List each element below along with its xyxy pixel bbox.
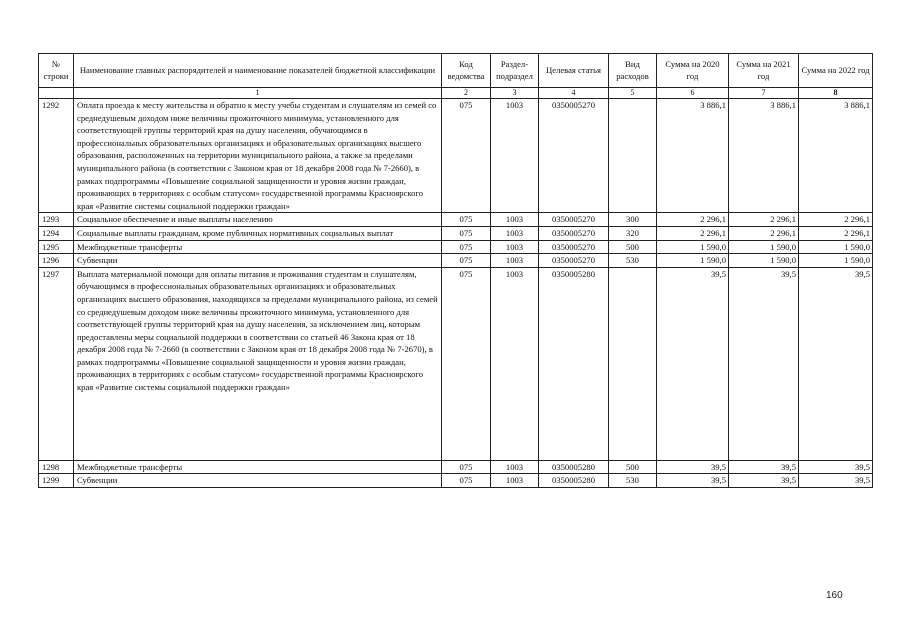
table-row (39, 226, 873, 240)
col-number (39, 88, 74, 99)
row-2022: 39,5 (799, 267, 873, 460)
row-target: 0350005270 (539, 99, 609, 213)
table-row (39, 254, 873, 268)
row-section: 1003 (491, 267, 539, 460)
row-2020: 39,5 (657, 460, 729, 474)
header-2020: Сумма на 2020 год (657, 54, 729, 88)
row-2020: 2 296,1 (657, 226, 729, 240)
row-kind: 300 (609, 213, 657, 227)
row-name: Оплата проезда к месту жительства и обратно к месту учебы студентам и слушателям из семей со среднедушевым доходом ниже величины прожиточного минимума, установленного для соответствующей группы территорий края на душу населения, обучающимся в профессиональных образовательных организациях и образовательных организациях высшего образования, расположенных на территории муниципального района, а также за пределами муниципального района (в соответствии с Законом края от 18 декабря 2008 года № 7-2660), в рамках подпрограммы «Повышение социальной защищенности и уровня жизни граждан, проживающих в территориях с особым статусом» государственной программы Красноярского края «Развитие системы социальной поддержки граждан» (74, 99, 442, 213)
row-section: 1003 (491, 460, 539, 474)
row-2020: 3 886,1 (657, 99, 729, 213)
row-kind: 500 (609, 460, 657, 474)
budget-table (38, 53, 873, 488)
row-kind: 530 (609, 254, 657, 268)
col-number: 2 (442, 88, 491, 99)
row-dept: 075 (442, 474, 491, 488)
row-section: 1003 (491, 240, 539, 254)
row-2021: 2 296,1 (729, 213, 799, 227)
row-number: 1292 (39, 99, 74, 213)
row-name: Социальное обеспечение и иные выплаты населению (74, 213, 442, 227)
col-number: 5 (609, 88, 657, 99)
row-2021: 39,5 (729, 474, 799, 488)
row-2021: 1 590,0 (729, 240, 799, 254)
row-section: 1003 (491, 474, 539, 488)
row-target: 0350005280 (539, 267, 609, 460)
header-target: Целевая статья (539, 54, 609, 88)
row-section: 1003 (491, 254, 539, 268)
row-2021: 1 590,0 (729, 254, 799, 268)
row-number: 1296 (39, 254, 74, 268)
col-number: 6 (657, 88, 729, 99)
header-2022: Сумма на 2022 год (799, 54, 873, 88)
row-section: 1003 (491, 99, 539, 213)
row-dept: 075 (442, 240, 491, 254)
row-kind: 530 (609, 474, 657, 488)
row-name: Межбюджетные трансферты (74, 240, 442, 254)
row-2022: 2 296,1 (799, 226, 873, 240)
table-body (39, 99, 873, 488)
row-section: 1003 (491, 226, 539, 240)
row-2022: 1 590,0 (799, 254, 873, 268)
row-2020: 39,5 (657, 474, 729, 488)
budget-table-sheet (38, 53, 872, 488)
row-name: Субвенции (74, 474, 442, 488)
row-number: 1298 (39, 460, 74, 474)
row-dept: 075 (442, 254, 491, 268)
header-kind: Вид расходов (609, 54, 657, 88)
row-number: 1297 (39, 267, 74, 460)
row-kind (609, 99, 657, 213)
row-2022: 39,5 (799, 474, 873, 488)
header-dept: Код ведомства (442, 54, 491, 88)
row-target: 0350005280 (539, 460, 609, 474)
row-dept: 075 (442, 267, 491, 460)
row-2022: 1 590,0 (799, 240, 873, 254)
row-target: 0350005270 (539, 213, 609, 227)
header-row-no: № строки (39, 54, 74, 88)
row-name: Субвенции (74, 254, 442, 268)
col-number: 4 (539, 88, 609, 99)
row-2020: 39,5 (657, 267, 729, 460)
row-dept: 075 (442, 99, 491, 213)
row-2021: 39,5 (729, 267, 799, 460)
row-name: Социальные выплаты гражданам, кроме публичных нормативных социальных выплат (74, 226, 442, 240)
row-kind: 320 (609, 226, 657, 240)
row-kind (609, 267, 657, 460)
header-name: Наименование главных распорядителей и наименование показателей бюджетной классификации (74, 54, 442, 88)
row-2021: 3 886,1 (729, 99, 799, 213)
row-2022: 39,5 (799, 460, 873, 474)
row-number: 1293 (39, 213, 74, 227)
row-target: 0350005270 (539, 240, 609, 254)
row-section: 1003 (491, 213, 539, 227)
table-row (39, 213, 873, 227)
row-number: 1295 (39, 240, 74, 254)
row-number: 1294 (39, 226, 74, 240)
table-row (39, 240, 873, 254)
row-2020: 1 590,0 (657, 240, 729, 254)
table-row (39, 267, 873, 460)
row-name: Межбюджетные трансферты (74, 460, 442, 474)
table-row (39, 474, 873, 488)
page-number: 160 (826, 590, 843, 601)
row-dept: 075 (442, 226, 491, 240)
row-target: 0350005270 (539, 226, 609, 240)
table-row (39, 460, 873, 474)
col-number: 1 (74, 88, 442, 99)
table-header (39, 54, 873, 99)
table-row (39, 99, 873, 213)
row-2021: 39,5 (729, 460, 799, 474)
header-section: Раздел-подраздел (491, 54, 539, 88)
row-2022: 2 296,1 (799, 213, 873, 227)
col-number: 8 (799, 88, 873, 99)
row-kind: 500 (609, 240, 657, 254)
row-target: 0350005280 (539, 474, 609, 488)
column-numbers-row (39, 88, 873, 99)
row-target: 0350005270 (539, 254, 609, 268)
col-number: 3 (491, 88, 539, 99)
row-2020: 2 296,1 (657, 213, 729, 227)
row-name: Выплата материальной помощи для оплаты питания и проживания студентам и слушателям, обучающимся в профессиональных образовательных организациях и образовательных организациях высшего образования, находящихся за пределами муниципального района, из семей со среднедушевым доходом ниже величины прожиточного минимума, установленного для соответствующей группы территорий края на душу населения, за исключением лиц, которым предоставлены меры социальной поддержки в соответствии со статьей 46 Закона края от 18 декабря 2008 года № 7-2660 (в соответствии с Законом края от 18 декабря 2008 года № 7-2670), в рамках подпрограммы «Повышение социальной защищенности и уровня жизни граждан, проживающих в территориях с особым статусом» государственной программы Красноярского края «Развитие системы социальной поддержки граждан» (74, 267, 442, 460)
row-2021: 2 296,1 (729, 226, 799, 240)
row-2020: 1 590,0 (657, 254, 729, 268)
header-2021: Сумма на 2021 год (729, 54, 799, 88)
row-dept: 075 (442, 460, 491, 474)
row-dept: 075 (442, 213, 491, 227)
row-2022: 3 886,1 (799, 99, 873, 213)
row-number: 1299 (39, 474, 74, 488)
col-number: 7 (729, 88, 799, 99)
